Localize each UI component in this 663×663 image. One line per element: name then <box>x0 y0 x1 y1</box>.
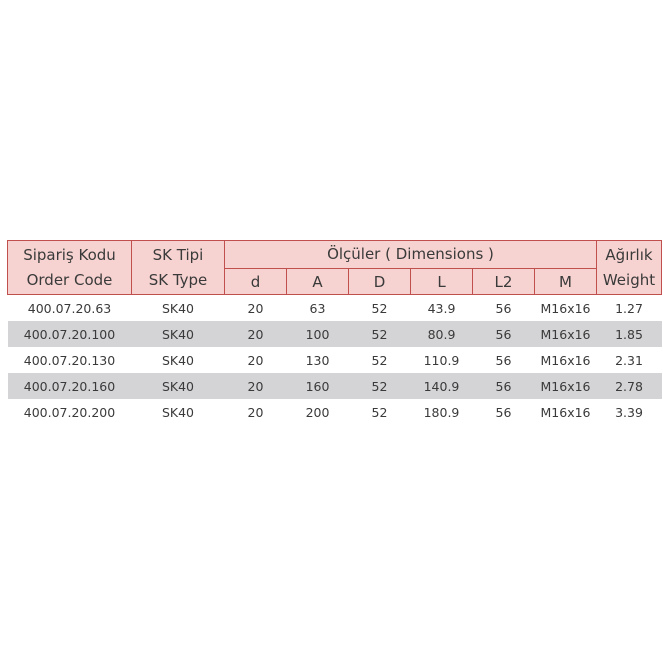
cell-order-code: 400.07.20.130 <box>23 352 116 368</box>
cell-d-outer: 52 <box>349 321 411 347</box>
cell-d: 20 <box>225 373 287 399</box>
cell-d: 20 <box>247 404 264 420</box>
cell-weight: 1.85 <box>597 321 662 347</box>
cell-m: M16x16 <box>540 352 591 368</box>
cell-sk-type: SK40 <box>132 321 225 347</box>
cell-l: 80.9 <box>411 321 473 347</box>
table-row <box>8 295 662 322</box>
dimension-header-d: d <box>225 269 287 295</box>
table-body <box>8 295 662 426</box>
cell-d-outer: 52 <box>371 300 388 316</box>
cell-a: 100 <box>287 321 349 347</box>
spec-table <box>7 240 662 425</box>
cell-sk-type: SK40 <box>161 404 195 420</box>
cell-m: M16x16 <box>540 300 591 316</box>
table-header <box>8 241 662 295</box>
cell-m: M16x16 <box>540 404 591 420</box>
cell-m: M16x16 <box>535 373 597 399</box>
cell-sk-type: SK40 <box>161 352 195 368</box>
cell-l: 140.9 <box>411 373 473 399</box>
cell-a: 200 <box>305 404 330 420</box>
dimension-header-a: A <box>287 269 349 295</box>
cell-d: 20 <box>225 321 287 347</box>
sk-type-header <box>132 241 225 295</box>
order-code-header-en: Order Code <box>26 270 113 289</box>
dimensions-header: Ölçüler ( Dimensions ) <box>225 241 597 269</box>
cell-l2: 56 <box>495 404 512 420</box>
table-row <box>8 321 662 347</box>
cell-d-outer: 52 <box>349 373 411 399</box>
cell-m: M16x16 <box>535 321 597 347</box>
weight-header <box>597 241 662 295</box>
table-row <box>8 373 662 399</box>
cell-sk-type: SK40 <box>132 373 225 399</box>
cell-a: 160 <box>287 373 349 399</box>
sk-type-header-en: SK Type <box>148 270 208 289</box>
cell-l2: 56 <box>495 300 512 316</box>
table-row <box>8 347 662 373</box>
cell-l: 43.9 <box>427 300 456 316</box>
dimension-header-m: M <box>535 269 597 295</box>
cell-weight: 2.31 <box>615 352 643 368</box>
cell-l2: 56 <box>473 373 535 399</box>
cell-d-outer: 52 <box>371 352 388 368</box>
cell-order-code: 400.07.20.100 <box>8 321 132 347</box>
dimension-header-l: L <box>411 269 473 295</box>
order-code-header-tr: Sipariş Kodu <box>23 245 116 264</box>
dimension-header-l2: L2 <box>473 269 535 295</box>
cell-l2: 56 <box>495 352 512 368</box>
weight-header-en: Weight <box>602 270 656 289</box>
cell-weight: 3.39 <box>615 404 643 420</box>
cell-a: 63 <box>309 300 326 316</box>
cell-l2: 56 <box>473 321 535 347</box>
header-row-main <box>8 241 662 269</box>
sk-type-header-tr: SK Tipi <box>152 245 204 264</box>
cell-d-outer: 52 <box>371 404 388 420</box>
cell-a: 130 <box>305 352 330 368</box>
cell-order-code: 400.07.20.63 <box>27 300 112 316</box>
cell-order-code: 400.07.20.160 <box>8 373 132 399</box>
weight-header-tr: Ağırlık <box>605 245 653 264</box>
dimension-header-d-outer: D <box>349 269 411 295</box>
cell-order-code: 400.07.20.200 <box>23 404 116 420</box>
cell-l: 180.9 <box>423 404 460 420</box>
cell-sk-type: SK40 <box>161 300 195 316</box>
cell-l: 110.9 <box>423 352 460 368</box>
cell-weight: 1.27 <box>615 300 643 316</box>
order-code-header <box>8 241 132 295</box>
cell-weight: 2.78 <box>597 373 662 399</box>
table-row <box>8 399 662 425</box>
cell-d: 20 <box>247 300 264 316</box>
cell-d: 20 <box>247 352 264 368</box>
